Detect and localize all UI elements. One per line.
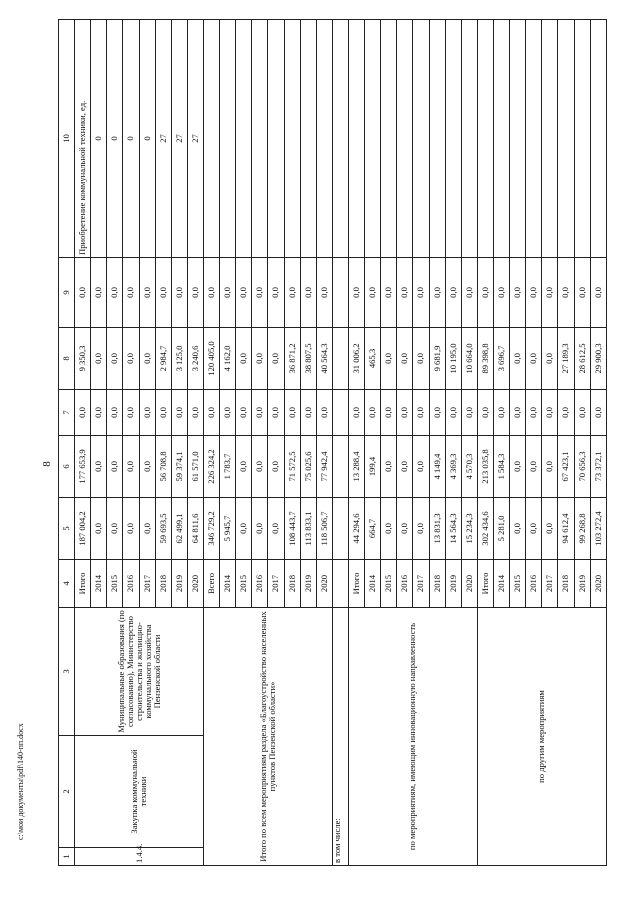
block1-cell: 0,0 bbox=[107, 436, 123, 498]
block2-cell: 0,0 bbox=[268, 390, 284, 436]
block1-cell: 0,0 bbox=[123, 258, 139, 328]
block2-cell: 0,0 bbox=[236, 328, 252, 390]
block3-cell: 0,0 bbox=[397, 328, 413, 390]
block2-cell bbox=[300, 20, 316, 258]
block2-cell: 0,0 bbox=[300, 390, 316, 436]
including-row bbox=[332, 20, 348, 866]
block3-title: по мероприятиям, имеющим инновационную направленность bbox=[348, 608, 477, 866]
block3-cell bbox=[413, 20, 429, 258]
block4-cell: 0,0 bbox=[510, 390, 526, 436]
block2-cell: 0,0 bbox=[316, 390, 332, 436]
block3-cell: Итого bbox=[348, 560, 364, 608]
column-number-7: 7 bbox=[59, 390, 75, 436]
block1-cell: 0,0 bbox=[75, 258, 91, 328]
block2-cell: 40 564,3 bbox=[316, 328, 332, 390]
block1-cell: 0,0 bbox=[155, 258, 171, 328]
block1-cell: 61 571,0 bbox=[187, 436, 203, 498]
block1-cell: 0,0 bbox=[187, 390, 203, 436]
block1-cell: 0,0 bbox=[75, 390, 91, 436]
block3-cell: 0,0 bbox=[397, 436, 413, 498]
file-path-footer: c:\мои документы\pdf\140-пп.docx bbox=[16, 723, 25, 840]
block2-cell: 0,0 bbox=[252, 258, 268, 328]
block1-cell: 59 374,1 bbox=[171, 436, 187, 498]
block4-cell: 0,0 bbox=[510, 258, 526, 328]
block3-cell: 0,0 bbox=[397, 498, 413, 560]
block2-cell bbox=[268, 20, 284, 258]
block3-cell: 0,0 bbox=[381, 328, 397, 390]
block4-cell: 70 656,3 bbox=[574, 436, 590, 498]
block1-cell: 2 984,7 bbox=[155, 328, 171, 390]
block2-cell bbox=[252, 20, 268, 258]
block3-cell: 0,0 bbox=[365, 258, 381, 328]
block4-cell: 0,0 bbox=[493, 390, 509, 436]
block2-cell: 2015 bbox=[236, 560, 252, 608]
block1-cell: 0,0 bbox=[187, 258, 203, 328]
block4-cell: 0,0 bbox=[542, 436, 558, 498]
block1-cell: 0,0 bbox=[91, 258, 107, 328]
block3-cell: 2017 bbox=[413, 560, 429, 608]
block2-cell: 0,0 bbox=[220, 258, 236, 328]
block2-cell bbox=[284, 20, 300, 258]
block2-cell: 0,0 bbox=[236, 258, 252, 328]
block1-cell: 2018 bbox=[155, 560, 171, 608]
block4-cell: 2020 bbox=[590, 560, 606, 608]
block2-cell: 226 324,2 bbox=[203, 436, 219, 498]
block1-cell: 0,0 bbox=[91, 328, 107, 390]
block1-cell: 0,0 bbox=[123, 328, 139, 390]
block4-cell: 0,0 bbox=[558, 258, 574, 328]
block4-cell bbox=[510, 20, 526, 258]
block2-cell: 0,0 bbox=[300, 258, 316, 328]
block3-cell bbox=[429, 20, 445, 258]
item-number: 1.4.4. bbox=[75, 848, 204, 866]
block3-cell: 0,0 bbox=[445, 390, 461, 436]
block4-cell bbox=[526, 20, 542, 258]
block4-cell: 5 281,0 bbox=[493, 498, 509, 560]
block1-cell: 59 693,5 bbox=[155, 498, 171, 560]
block1-cell: 2019 bbox=[171, 560, 187, 608]
block2-cell: 0,0 bbox=[252, 498, 268, 560]
block1-cell: 0,0 bbox=[107, 498, 123, 560]
block1-cell: 0,0 bbox=[91, 390, 107, 436]
block2-cell: 0,0 bbox=[220, 390, 236, 436]
block3-cell: 0,0 bbox=[413, 390, 429, 436]
block3-cell bbox=[445, 20, 461, 258]
block2-cell: 77 942,4 bbox=[316, 436, 332, 498]
column-number-row bbox=[59, 20, 75, 866]
block2-cell: 0,0 bbox=[203, 390, 219, 436]
block2-cell: 0,0 bbox=[316, 258, 332, 328]
block1-cell: 0 bbox=[91, 20, 107, 258]
block3-cell: 4 570,3 bbox=[461, 436, 477, 498]
block1-cell: 56 708,8 bbox=[155, 436, 171, 498]
block3-cell: 2020 bbox=[461, 560, 477, 608]
block3-cell: 10 195,0 bbox=[445, 328, 461, 390]
block4-cell: 0,0 bbox=[526, 390, 542, 436]
block2-row bbox=[203, 20, 219, 866]
block4-cell: 2016 bbox=[526, 560, 542, 608]
block3-cell: 0,0 bbox=[381, 258, 397, 328]
column-number-10: 10 bbox=[59, 20, 75, 258]
block1-row bbox=[75, 20, 91, 866]
block3-cell: 0,0 bbox=[413, 258, 429, 328]
block4-cell: 0,0 bbox=[526, 258, 542, 328]
block3-cell bbox=[381, 20, 397, 258]
block2-cell: 1 783,7 bbox=[220, 436, 236, 498]
block4-cell: 0,0 bbox=[542, 258, 558, 328]
block1-cell: 2016 bbox=[123, 560, 139, 608]
block3-cell: 4 369,3 bbox=[445, 436, 461, 498]
block3-cell: 0,0 bbox=[461, 390, 477, 436]
including-empty-cell bbox=[332, 328, 348, 390]
block1-cell: 0,0 bbox=[139, 258, 155, 328]
block3-cell: 0,0 bbox=[348, 390, 364, 436]
block1-cell: Приобретение коммунальной техники, ед. bbox=[75, 20, 91, 258]
block1-cell: 2014 bbox=[91, 560, 107, 608]
block2-cell: 75 025,6 bbox=[300, 436, 316, 498]
block1-cell: 2017 bbox=[139, 560, 155, 608]
block4-cell: 27 189,3 bbox=[558, 328, 574, 390]
block1-cell: 0,0 bbox=[123, 498, 139, 560]
block4-cell: 3 696,7 bbox=[493, 328, 509, 390]
block1-cell: 27 bbox=[171, 20, 187, 258]
block4-cell: 213 035,8 bbox=[477, 436, 493, 498]
block4-cell: 89 398,8 bbox=[477, 328, 493, 390]
block4-cell: 0,0 bbox=[558, 390, 574, 436]
block3-cell: 0,0 bbox=[365, 390, 381, 436]
block4-cell bbox=[477, 20, 493, 258]
block4-cell: 0,0 bbox=[526, 436, 542, 498]
item-name: Закупка коммунальной техники bbox=[75, 736, 204, 848]
block2-cell: 118 506,7 bbox=[316, 498, 332, 560]
block3-row bbox=[348, 20, 364, 866]
block1-cell: 0 bbox=[107, 20, 123, 258]
block2-cell: 0,0 bbox=[284, 390, 300, 436]
block1-cell: 0 bbox=[139, 20, 155, 258]
block4-row bbox=[477, 20, 493, 866]
block1-cell: 2015 bbox=[107, 560, 123, 608]
block4-cell: 2017 bbox=[542, 560, 558, 608]
block3-cell: 664,7 bbox=[365, 498, 381, 560]
including-label: в том числе: bbox=[332, 608, 348, 866]
block4-cell bbox=[558, 20, 574, 258]
block4-cell: 2015 bbox=[510, 560, 526, 608]
block2-cell: 0,0 bbox=[252, 436, 268, 498]
block4-cell: 0,0 bbox=[590, 258, 606, 328]
block3-cell: 2016 bbox=[397, 560, 413, 608]
block1-cell: Итого bbox=[75, 560, 91, 608]
block3-cell: 0,0 bbox=[413, 328, 429, 390]
block3-cell: 0,0 bbox=[429, 258, 445, 328]
block1-cell: 62 499,1 bbox=[171, 498, 187, 560]
block4-cell: 67 423,1 bbox=[558, 436, 574, 498]
block4-cell: Итого bbox=[477, 560, 493, 608]
block1-cell: 0,0 bbox=[171, 390, 187, 436]
block2-cell: 0,0 bbox=[252, 328, 268, 390]
block2-cell: 0,0 bbox=[268, 498, 284, 560]
including-empty-cell bbox=[332, 390, 348, 436]
including-empty-cell bbox=[332, 436, 348, 498]
block1-cell: 0,0 bbox=[171, 258, 187, 328]
block3-cell: 0,0 bbox=[429, 390, 445, 436]
block3-cell: 15 234,3 bbox=[461, 498, 477, 560]
block3-cell: 0,0 bbox=[381, 436, 397, 498]
block3-cell: 14 564,3 bbox=[445, 498, 461, 560]
block1-cell: 9 350,3 bbox=[75, 328, 91, 390]
block2-cell bbox=[236, 20, 252, 258]
block2-cell: Всего bbox=[203, 560, 219, 608]
block2-cell: 108 443,7 bbox=[284, 498, 300, 560]
block1-cell: 177 653,9 bbox=[75, 436, 91, 498]
block1-cell: 27 bbox=[155, 20, 171, 258]
block2-cell: 2016 bbox=[252, 560, 268, 608]
block2-cell bbox=[203, 20, 219, 258]
block4-cell: 0,0 bbox=[510, 436, 526, 498]
block4-cell: 0,0 bbox=[526, 498, 542, 560]
block1-cell: 0 bbox=[123, 20, 139, 258]
block2-cell bbox=[220, 20, 236, 258]
block1-cell: 0,0 bbox=[123, 390, 139, 436]
rotated-page-content bbox=[58, 20, 607, 866]
block2-title: Итого по всем мероприятиям раздела «Благоустройство населенных пунктов Пензенской области» bbox=[203, 608, 332, 866]
block4-cell: 94 612,4 bbox=[558, 498, 574, 560]
block2-cell: 0,0 bbox=[252, 390, 268, 436]
block4-cell: 0,0 bbox=[477, 390, 493, 436]
column-number-9: 9 bbox=[59, 258, 75, 328]
block2-cell: 2019 bbox=[300, 560, 316, 608]
block2-cell: 0,0 bbox=[284, 258, 300, 328]
block4-cell: 73 372,1 bbox=[590, 436, 606, 498]
block3-cell: 0,0 bbox=[445, 258, 461, 328]
block1-cell: 0,0 bbox=[139, 328, 155, 390]
block3-cell: 0,0 bbox=[397, 390, 413, 436]
block3-cell: 2014 bbox=[365, 560, 381, 608]
block2-cell: 2020 bbox=[316, 560, 332, 608]
block3-cell: 13 831,3 bbox=[429, 498, 445, 560]
block3-cell: 199,4 bbox=[365, 436, 381, 498]
column-number-3: 3 bbox=[59, 608, 75, 736]
block4-title: по другим мероприятиям bbox=[477, 608, 606, 866]
block4-cell bbox=[574, 20, 590, 258]
including-empty-cell bbox=[332, 258, 348, 328]
block2-cell: 2014 bbox=[220, 560, 236, 608]
block1-cell: 0,0 bbox=[91, 436, 107, 498]
block2-cell: 0,0 bbox=[268, 328, 284, 390]
block3-cell bbox=[348, 20, 364, 258]
block2-cell: 2017 bbox=[268, 560, 284, 608]
block4-cell: 28 612,5 bbox=[574, 328, 590, 390]
block2-cell: 0,0 bbox=[236, 436, 252, 498]
block4-cell: 29 900,3 bbox=[590, 328, 606, 390]
including-empty-cell bbox=[332, 560, 348, 608]
column-number-8: 8 bbox=[59, 328, 75, 390]
block1-cell: 0,0 bbox=[139, 436, 155, 498]
block2-cell: 346 729,2 bbox=[203, 498, 219, 560]
block3-cell: 9 681,9 bbox=[429, 328, 445, 390]
block2-cell: 0,0 bbox=[268, 436, 284, 498]
block4-cell: 0,0 bbox=[510, 328, 526, 390]
block4-cell: 0,0 bbox=[542, 498, 558, 560]
block4-cell: 2014 bbox=[493, 560, 509, 608]
block2-cell: 2018 bbox=[284, 560, 300, 608]
block2-cell: 36 871,2 bbox=[284, 328, 300, 390]
block2-cell bbox=[316, 20, 332, 258]
block2-cell: 113 833,1 bbox=[300, 498, 316, 560]
block4-cell: 0,0 bbox=[510, 498, 526, 560]
block4-cell: 0,0 bbox=[526, 328, 542, 390]
column-number-2: 2 bbox=[59, 736, 75, 848]
including-empty-cell bbox=[332, 498, 348, 560]
block4-cell: 0,0 bbox=[493, 258, 509, 328]
block3-cell: 0,0 bbox=[413, 436, 429, 498]
block3-cell: 465,3 bbox=[365, 328, 381, 390]
block1-cell: 0,0 bbox=[139, 498, 155, 560]
block1-cell: 27 bbox=[187, 20, 203, 258]
page-number: 8 bbox=[40, 461, 53, 467]
block3-cell bbox=[461, 20, 477, 258]
block4-cell: 2019 bbox=[574, 560, 590, 608]
block1-cell: 64 811,6 bbox=[187, 498, 203, 560]
block3-cell: 4 149,4 bbox=[429, 436, 445, 498]
block4-cell: 103 272,4 bbox=[590, 498, 606, 560]
block2-cell: 4 162,0 bbox=[220, 328, 236, 390]
block3-cell: 0,0 bbox=[381, 498, 397, 560]
block2-cell: 38 807,5 bbox=[300, 328, 316, 390]
budget-table bbox=[58, 19, 607, 866]
block4-cell bbox=[493, 20, 509, 258]
block3-cell: 0,0 bbox=[397, 258, 413, 328]
block4-cell: 99 268,8 bbox=[574, 498, 590, 560]
block3-cell: 10 664,0 bbox=[461, 328, 477, 390]
block1-cell: 3 125,0 bbox=[171, 328, 187, 390]
block4-cell bbox=[590, 20, 606, 258]
block4-cell: 1 584,3 bbox=[493, 436, 509, 498]
block1-cell: 0,0 bbox=[139, 390, 155, 436]
block3-cell bbox=[365, 20, 381, 258]
block3-cell: 0,0 bbox=[413, 498, 429, 560]
block2-cell: 0,0 bbox=[268, 258, 284, 328]
column-number-6: 6 bbox=[59, 436, 75, 498]
block2-cell: 5 945,7 bbox=[220, 498, 236, 560]
block4-cell: 2018 bbox=[558, 560, 574, 608]
block2-cell: 71 572,5 bbox=[284, 436, 300, 498]
block1-cell: 0,0 bbox=[107, 258, 123, 328]
block4-cell: 0,0 bbox=[574, 258, 590, 328]
block4-cell: 0,0 bbox=[477, 258, 493, 328]
block3-cell: 2019 bbox=[445, 560, 461, 608]
block1-cell: 0,0 bbox=[91, 498, 107, 560]
block4-cell: 302 434,6 bbox=[477, 498, 493, 560]
column-number-4: 4 bbox=[59, 560, 75, 608]
block4-cell: 0,0 bbox=[542, 328, 558, 390]
block3-cell: 44 294,6 bbox=[348, 498, 364, 560]
including-empty-cell bbox=[332, 20, 348, 258]
block3-cell: 0,0 bbox=[381, 390, 397, 436]
block1-cell: 0,0 bbox=[107, 390, 123, 436]
block1-cell: 187 004,2 bbox=[75, 498, 91, 560]
block3-cell: 2018 bbox=[429, 560, 445, 608]
block3-cell: 31 006,2 bbox=[348, 328, 364, 390]
block3-cell: 0,0 bbox=[461, 258, 477, 328]
block4-cell: 0,0 bbox=[590, 390, 606, 436]
block1-cell: 0,0 bbox=[107, 328, 123, 390]
column-number-5: 5 bbox=[59, 498, 75, 560]
column-number-1: 1 bbox=[59, 848, 75, 866]
block4-cell bbox=[542, 20, 558, 258]
block3-cell: 13 288,4 bbox=[348, 436, 364, 498]
block4-cell: 0,0 bbox=[574, 390, 590, 436]
block3-cell: 2015 bbox=[381, 560, 397, 608]
item-executor: Муниципальные образования (по согласованию), Министерство строительства и жилищно-коммунального хозяйства Пензенской области bbox=[75, 608, 204, 736]
block1-cell: 3 240,6 bbox=[187, 328, 203, 390]
block3-cell: 0,0 bbox=[348, 258, 364, 328]
block2-cell: 120 405,0 bbox=[203, 328, 219, 390]
block4-cell: 0,0 bbox=[542, 390, 558, 436]
block3-cell bbox=[397, 20, 413, 258]
block1-cell: 0,0 bbox=[155, 390, 171, 436]
block2-cell: 0,0 bbox=[203, 258, 219, 328]
block1-cell: 2020 bbox=[187, 560, 203, 608]
block1-cell: 0,0 bbox=[123, 436, 139, 498]
block2-cell: 0,0 bbox=[236, 498, 252, 560]
block2-cell: 0,0 bbox=[236, 390, 252, 436]
